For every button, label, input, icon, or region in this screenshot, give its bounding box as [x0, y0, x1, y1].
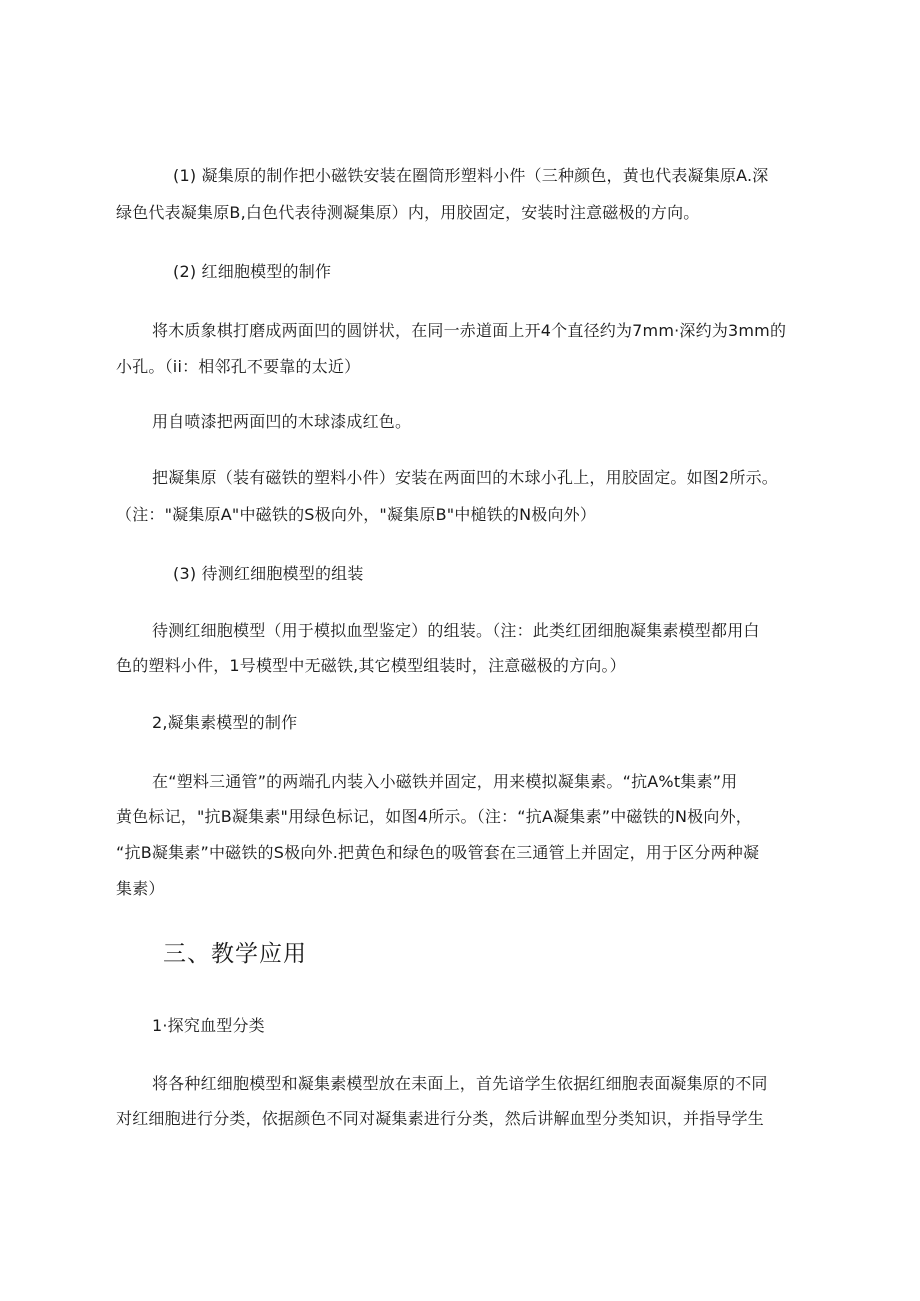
section-heading: 三、教学应用 [163, 941, 307, 967]
section-subheading: (3) 待测红细胞模型的组装 [173, 564, 364, 583]
paragraph-line: 将各种红细胞模型和凝集素模型放在耒面上，首先谙学生依据红细胞表面凝集原的不同 [152, 1074, 768, 1093]
paragraph-line: 绿色代表凝集原B,白色代表待测凝集原）内，用胶固定，安装时注意磁极的方向。 [116, 203, 700, 222]
paragraph-line: “抗B凝集素”中磁铁的S极向外.把黄色和绿色的吸管套在三通管上并固定，用于区分两种凝 [116, 843, 760, 862]
paragraph-line: 对红细胞进行分类，依据颜色不同对凝集素进行分类，然后讲解血型分类知识，并指导学生 [116, 1109, 765, 1128]
paragraph-line: (1) 凝集原的制作把小磁铁安装在圈筒形塑料小件（三种颜色，黄也代表凝集原A.深 [173, 166, 769, 185]
paragraph-line: 小孔。（ii：相邻孔不要靠的太近） [116, 357, 361, 376]
paragraph-line: 将木质象棋打磨成两面凹的圆饼状，在同一赤道面上开4个直径约为7mm·深约为3mm的 [152, 321, 787, 340]
section-subheading: 1·探究血型分类 [152, 1016, 265, 1035]
paragraph-line: 用自喷漆把两面凹的木球漆成红色。 [152, 412, 412, 431]
paragraph-line: 集素） [116, 879, 165, 898]
paragraph-line: 待测红细胞模型（用于模拟血型鉴定）的组装。（注：此类红团细胞凝集素模型都用白 [152, 621, 760, 640]
paragraph-line: 在“塑料三通管”的两端孔内装入小磁铁并固定，用来模拟凝集素。“抗A%t集素”用 [152, 772, 738, 791]
section-subheading: (2) 红细胞模型的制作 [173, 262, 332, 281]
section-subheading: 2,凝集素模型的制作 [152, 713, 298, 732]
paragraph-line: 色的塑料小件，1号模型中无磁铁,其它模型组装时，注意磁极的方向。） [116, 656, 626, 675]
paragraph-line: 黄色标记，"抗B凝集素"用绿色标记，如图4所示。（注：“抗A凝集素”中磁铁的N极向外， [116, 807, 752, 826]
paragraph-line: 把凝集原（装有磁铁的塑料小件）安装在两面凹的木球小孔上，用胶固定。如图2所示。 [152, 468, 778, 487]
paragraph-line: （注："凝集原A"中磁铁的S极向外，"凝集原B"中槌铁的N极向外） [116, 505, 597, 524]
